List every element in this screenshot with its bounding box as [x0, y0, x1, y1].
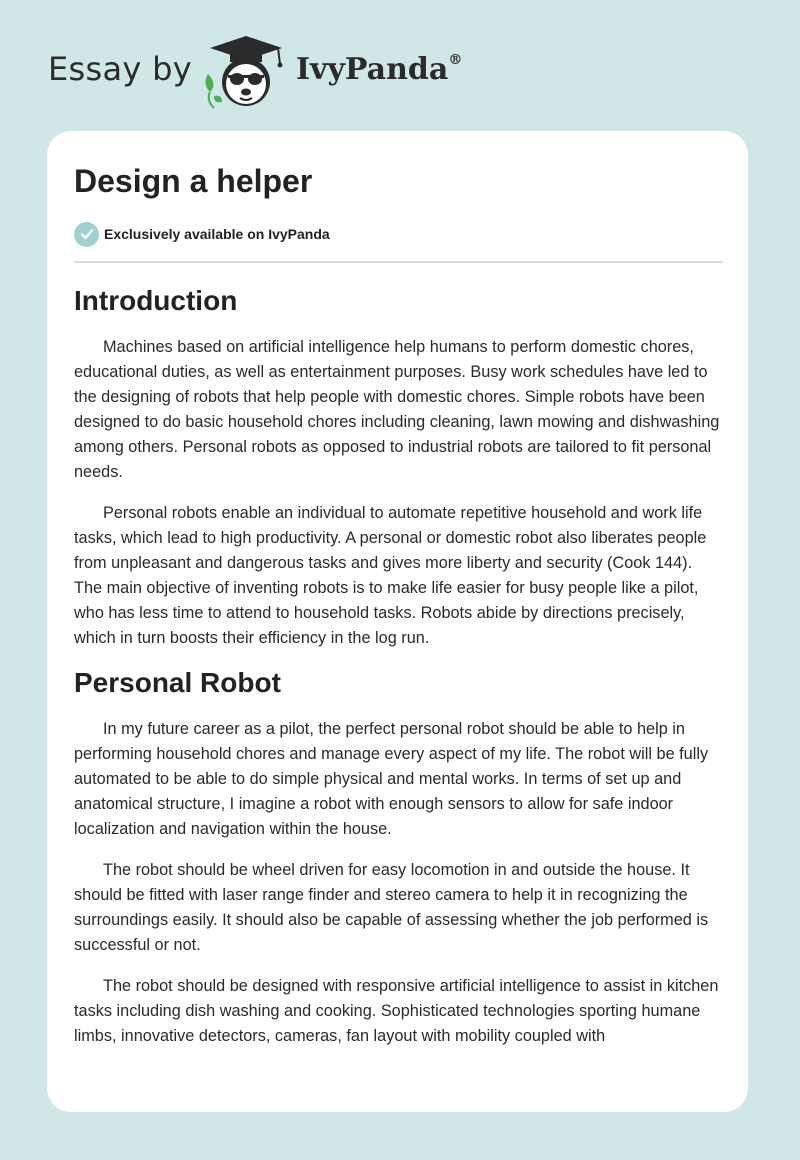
- exclusive-badge: [74, 221, 330, 247]
- brand-name-text: IvyPanda: [296, 52, 449, 87]
- check-icon: [74, 222, 99, 247]
- essay-title: Design a helper: [74, 163, 313, 199]
- paragraph: Machines based on artificial intelligence help humans to perform domestic chores, educational duties, as well as entertainment purposes. Busy work schedules have led to the designing of robots that help people with domestic chores. Simple robots have been designed to do basic household chores including cleaning, lawn mowing and dishwashing among others. Personal robots as opposed to industrial robots are tailored to fit personal needs.: [74, 338, 720, 481]
- paragraph: The robot should be designed with responsive artificial intelligence to assist in kitchen tasks including dish washing and cooking. Sophisticated technologies sporting humane limbs, innovative detectors, cameras, fan layout with mobility coupled with: [74, 977, 719, 1045]
- site-header: [0, 0, 800, 130]
- section-personal-robot: [74, 665, 723, 1049]
- section-introduction: [74, 283, 723, 651]
- section-heading: Personal Robot: [74, 667, 281, 698]
- paragraph: The robot should be wheel driven for easy locomotion in and outside the house. It should be fitted with laser range finder and stereo camera to help it in recognizing the surroundings easily. It should also be capable of assessing whether the job performed is successful or not.: [74, 861, 709, 954]
- essay-content: [74, 283, 723, 1049]
- section-heading: Introduction: [74, 285, 238, 316]
- divider: [74, 261, 723, 263]
- brand-name[interactable]: [296, 52, 462, 87]
- exclusive-badge-text: Exclusively available on IvyPanda: [104, 226, 330, 242]
- paragraph: In my future career as a pilot, the perfect personal robot should be able to help in performing household chores and manage every aspect of my life. The robot will be fully automated to be able to do simple physical and mental works. In terms of set up and anatomical structure, I imagine a robot with enough sensors to allow for safe indoor localization and navigation within the house.: [74, 720, 709, 838]
- essay-by-label: Essay by: [48, 50, 192, 88]
- paragraph: Personal robots enable an individual to automate repetitive household and work life tasks, which lead to high productivity. A personal or domestic robot also liberates people from unpleasant and dangerous tasks and gives more liberty and security (Cook 144). The main objective of inventing robots is to make life easier for busy people like a pilot, who has less time to attend to household tasks. Robots abide by directions precisely, which in turn boosts their efficiency in the log run.: [74, 504, 707, 647]
- ivypanda-logo-icon[interactable]: [200, 34, 292, 110]
- essay-card: [47, 131, 748, 1112]
- registered-mark: ®: [448, 52, 463, 68]
